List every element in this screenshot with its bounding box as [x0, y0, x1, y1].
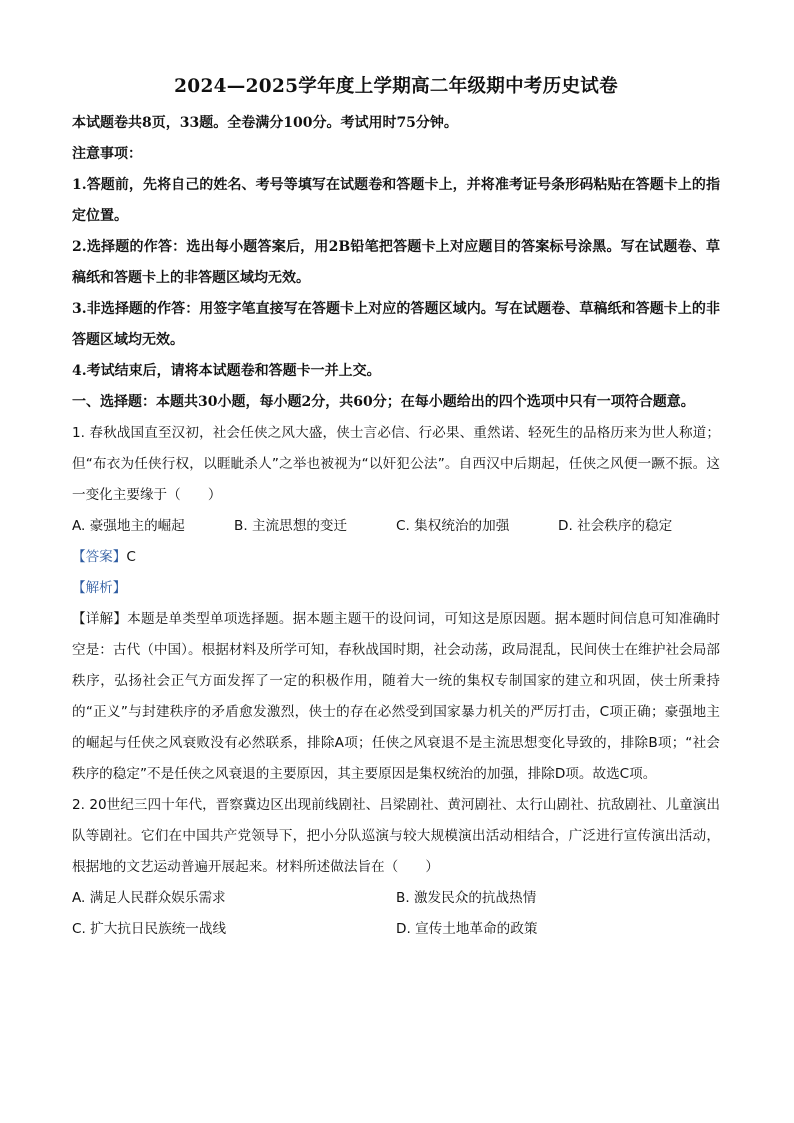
question-1-detail	[72, 604, 720, 790]
section-heading-choice: 一、选择题：本题共30小题，每小题2分，共60分；在每小题给出的四个选项中只有一项符合题意。	[72, 394, 695, 410]
question-1-option-d: D. 社会秩序的稳定	[558, 518, 673, 534]
question-1-stem: 1. 春秋战国直至汉初，社会任侠之风大盛，侠士言必信、行必果、重然诺、轻死生的品格历来为世人称道；但“布衣为任侠行权，以睚眦杀人”之举也被视为“以奸犯公法”。自西汉中后期起，任侠之风便一蹶不振。这一变化主要缘于（ ）	[72, 425, 720, 503]
question-2-option-a: A. 满足人民群众娱乐需求	[72, 890, 226, 906]
question-1-option-b: B. 主流思想的变迁	[234, 518, 348, 534]
question-1-option-a: A. 豪强地主的崛起	[72, 518, 185, 534]
notice-heading: 注意事项：	[72, 146, 142, 162]
answer-value: C	[126, 549, 136, 565]
detail-text: 本题是单类型单项选择题。据本题主题干的设问词，可知这是原因题。据本题时间信息可知准确时空是：古代（中国）。根据材料及所学可知，春秋战国时期，社会动荡，政局混乱，民间侠士在维护社会局部秩序，弘扬社会正气方面发挥了一定的积极作用，随着大一统的集权专制国家的建立和巩固，侠士所秉持的“正义”与封建秩序的矛盾愈发激烈，侠士的存在必然受到国家暴力机关的严厉打击，C项正确；豪强地主的崛起与任侠之风衰败没有必然联系，排除A项；任侠之风衰退不是主流思想变化导致的，排除B项；“社会秩序的稳定”不是任侠之风衰退的主要原因，其主要原因是集权统治的加强，排除D项。故选C项。	[72, 611, 721, 782]
notice-item-2: 2.选择题的作答：选出每小题答案后，用2B铅笔把答题卡上对应题目的答案标号涂黑。写在试题卷、草稿纸和答题卡上的非答题区域均无效。	[72, 239, 720, 286]
question-2-option-c: C. 扩大抗日民族统一战线	[72, 921, 227, 937]
detail-label: 【详解】	[72, 611, 128, 627]
question-2-stem: 2. 20世纪三四十年代，晋察冀边区出现前线剧社、吕梁剧社、黄河剧社、太行山剧社、抗敌剧社、儿童演出队等剧社。它们在中国共产党领导下，把小分队巡演与较大规模演出活动相结合，广泛进行宣传演出活动，根据地的文艺运动普遍开展起来。材料所述做法旨在（ ）	[72, 797, 720, 875]
page-title: 2024—2025学年度上学期高二年级期中考历史试卷	[174, 76, 618, 97]
notice-item-4: 4.考试结束后，请将本试题卷和答题卡一并上交。	[72, 363, 381, 379]
question-1-options	[72, 511, 720, 542]
analysis-label: 【解析】	[72, 580, 127, 596]
exam-intro: 本试题卷共8页，33题。全卷满分100分。考试用时75分钟。	[72, 115, 458, 131]
question-2-option-d: D. 宣传土地革命的政策	[396, 921, 538, 937]
question-1-option-c: C. 集权统治的加强	[396, 518, 510, 534]
question-2-options-row-2	[72, 914, 720, 945]
question-2-options-row-1	[72, 883, 720, 914]
notice-item-1: 1.答题前，先将自己的姓名、考号等填写在试题卷和答题卡上，并将准考证号条形码粘贴在答题卡上的指定位置。	[72, 177, 720, 224]
notice-item-3: 3.非选择题的作答：用签字笔直接写在答题卡上对应的答题区域内。写在试题卷、草稿纸和答题卡上的非答题区域均无效。	[72, 301, 720, 348]
question-2-option-b: B. 激发民众的抗战热情	[396, 890, 537, 906]
question-1-answer	[72, 542, 720, 573]
answer-label: 【答案】	[72, 549, 127, 565]
